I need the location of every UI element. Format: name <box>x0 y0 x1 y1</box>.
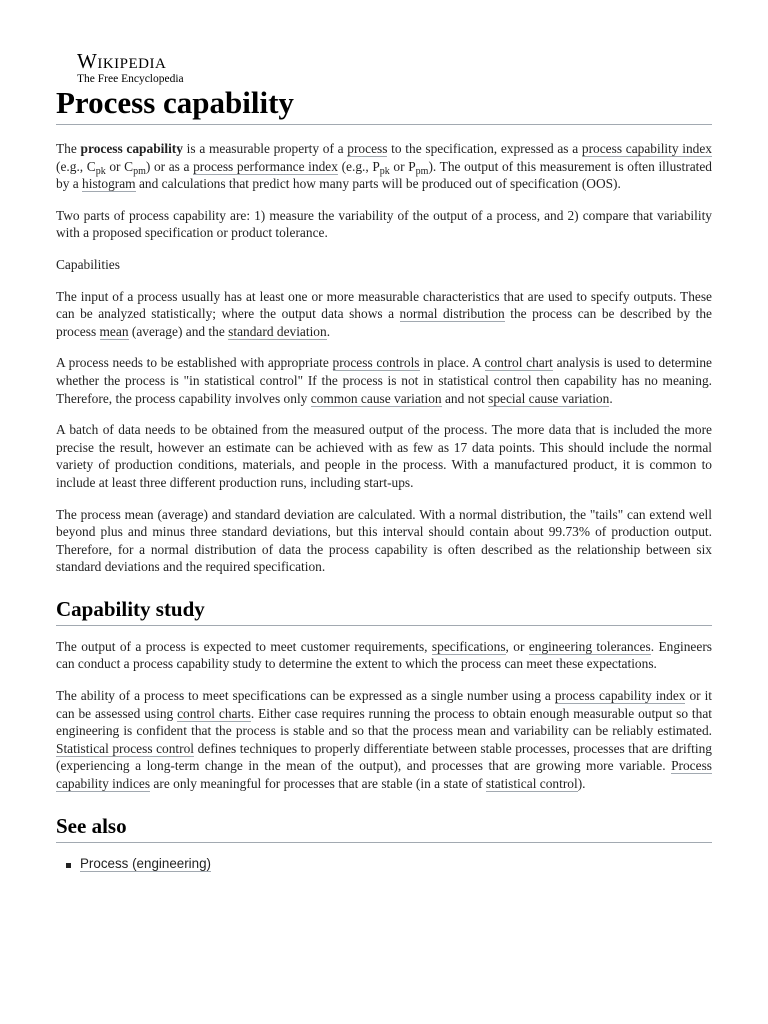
article-body <box>56 140 712 873</box>
section-heading-capability-study: Capability study <box>56 596 712 626</box>
link-normal-distribution[interactable]: normal distribution <box>399 306 505 322</box>
text: to the specification, expressed as a <box>387 141 582 156</box>
text: (average) and the <box>128 323 229 339</box>
text: ). <box>577 776 586 792</box>
intro-paragraph-1 <box>56 140 712 193</box>
text: and not <box>441 390 489 406</box>
list-item <box>80 855 712 873</box>
text: The <box>56 141 81 156</box>
subscript: pm <box>133 165 146 177</box>
capability-study-paragraph-2 <box>56 687 712 793</box>
text: , or <box>505 638 529 654</box>
text: and calculations that predict how many parts will be produced out of specification (OOS). <box>135 176 621 192</box>
page-title: Process capability <box>56 84 712 125</box>
text: (e.g., P <box>337 158 380 174</box>
text: (e.g., C <box>56 158 96 174</box>
capabilities-label: Capabilities <box>56 256 120 272</box>
intro-paragraph-6: A batch of data needs to be obtained from the measured output of the process. The more data that is included the more precise the result, however an estimate can be achieved with as few as 17 data points. This should include the normal variety of production conditions, materials, and people in the process. With a manufactured product, it is common to include at least three different production runs, including start-ups. <box>56 422 712 490</box>
text: the process can be described by the process <box>56 306 713 339</box>
link-process-engineering[interactable]: Process (engineering) <box>80 855 211 871</box>
text: . <box>609 390 613 406</box>
logo-tagline: The Free Encyclopedia <box>77 73 184 85</box>
link-engineering-tolerances[interactable]: engineering tolerances <box>528 638 651 654</box>
intro-paragraph-2: Two parts of process capability are: 1) measure the variability of the output of a process, and 2) compare that variability with a proposed specification or product tolerance. <box>56 207 712 241</box>
link-process-capability-index[interactable]: process capability index <box>581 141 713 156</box>
intro-paragraph-4 <box>56 288 712 341</box>
intro-paragraph-7: The process mean (average) and standard deviation are calculated. With a normal distribution, the "tails" can extend well beyond plus and minus three standard deviations, but this interval should contain about 99.73% of production output. Therefore, for a normal distribution of data the process capability is often described as the relationship between six standard deviations and the required specification. <box>56 506 712 575</box>
text: or P <box>389 158 416 174</box>
text: . <box>326 323 331 339</box>
section-heading-see-also: See also <box>56 813 712 843</box>
link-control-charts[interactable]: control charts <box>177 705 251 721</box>
logo-wordmark: Wikipedia <box>77 49 167 73</box>
intro-paragraph-5 <box>56 354 712 407</box>
link-process-controls[interactable]: process controls <box>332 355 420 371</box>
text: analysis is used to determine whether the process is "in statistical control" If the process is not in statistical control then capability has no meaning. Therefore, the process capability involves only <box>56 355 712 406</box>
subscript: pk <box>379 165 390 177</box>
link-histogram[interactable]: histogram <box>82 176 136 192</box>
link-statistical-process-control[interactable]: Statistical process control <box>56 740 195 756</box>
link-process-performance-index[interactable]: process performance index <box>193 158 338 174</box>
text: . Engineers can conduct a process capability study to determine the extent to which the process can meet these expectations. <box>56 638 712 672</box>
link-process[interactable]: process <box>347 141 388 156</box>
capability-study-paragraph-1 <box>56 638 712 673</box>
link-mean[interactable]: mean <box>99 323 129 339</box>
text: The ability of a process to meet specifications can be expressed as a single number using a <box>56 688 555 704</box>
text: ). The output of this measurement is often illustrated by a <box>56 158 712 192</box>
wikipedia-logo[interactable] <box>77 50 184 86</box>
text: is a measurable property of a <box>182 141 348 156</box>
text: or C <box>105 158 134 174</box>
link-standard-deviation[interactable]: standard deviation <box>228 323 327 339</box>
text: ) or as a <box>145 158 194 174</box>
text: or it can be assessed using <box>56 688 713 721</box>
see-also-list <box>56 855 712 873</box>
link-statistical-control[interactable]: statistical control <box>485 776 578 792</box>
subscript: pk <box>95 165 106 177</box>
text: A process needs to be established with appropriate <box>56 355 333 371</box>
text: The output of a process is expected to meet customer requirements, <box>56 638 432 654</box>
text: are only meaningful for processes that are stable (in a state of <box>150 776 486 792</box>
link-control-chart[interactable]: control chart <box>484 355 553 371</box>
bold-term: process capability <box>80 141 183 156</box>
subscript: pm <box>415 165 429 177</box>
text: . Either case requires running the process to obtain enough measurable output so that engineering is confident that the process is stable and so that the process mean and variability can be reliably estimated. <box>56 705 713 739</box>
link-process-capability-index-2[interactable]: process capability index <box>554 688 686 704</box>
text: defines techniques to properly differentiate between stable processes, processes that are drifting (experiencing a long-term change in the mean of the output), and processes that are growing more variable. <box>56 740 712 774</box>
link-specifications[interactable]: specifications <box>431 638 506 654</box>
link-common-cause-variation[interactable]: common cause variation <box>310 390 442 406</box>
link-special-cause-variation[interactable]: special cause variation <box>488 390 610 406</box>
text: in place. A <box>419 355 485 371</box>
text: The input of a process usually has at least one or more measurable characteristics that are used to specify outputs. These can be analyzed statistically; where the output data shows a <box>56 288 712 322</box>
link-process-capability-indices[interactable]: Process capability indices <box>56 758 712 792</box>
